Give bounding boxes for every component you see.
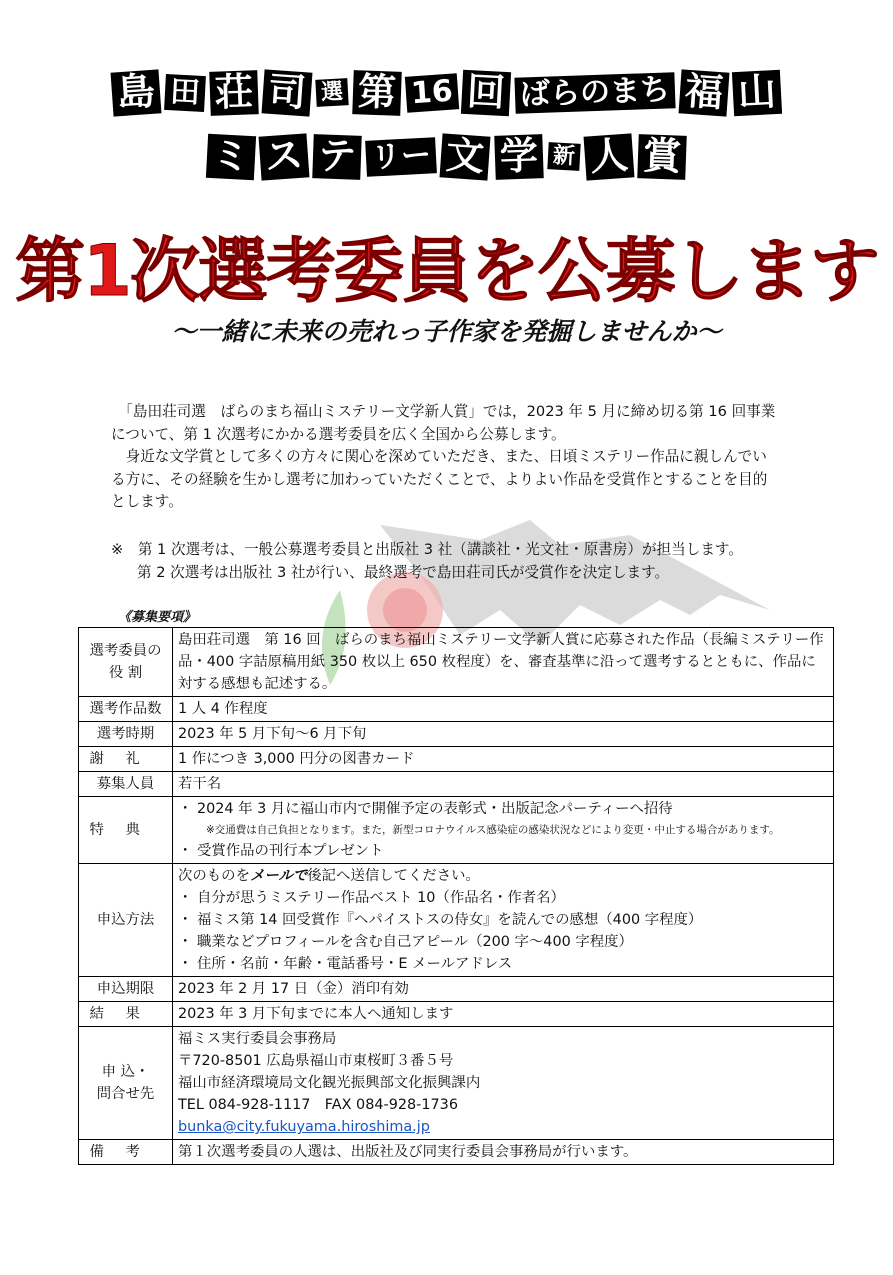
table-row [79, 747, 834, 772]
apply-item: ・ 福ミス第 14 回受賞作『ヘパイストスの侍女』を読んでの感想（400 字程度） [178, 912, 703, 928]
row-label-recruit: 募集人員 [79, 772, 173, 797]
row-value-deadline: 2023 年 2 月 17 日（金）消印有効 [173, 977, 834, 1002]
intro-paragraph-1: 「島田荘司選 ばらのまち福山ミステリー文学新人賞」では，2023 年 5 月に締め切る第 16 回事業について、第 1 次選考にかかる選考委員を広く全国から公募します。 [111, 403, 776, 443]
row-value-perks [173, 797, 834, 864]
row-label-count: 選考作品数 [79, 697, 173, 722]
title-tile: リー [366, 137, 438, 176]
apply-item: ・ 自分が思うミステリー作品ベスト 10（作品名・作者名） [178, 890, 565, 906]
table-row [79, 1027, 834, 1140]
row-value-result: 2023 年 3 月下旬までに本人へ通知します [173, 1002, 834, 1027]
contact-label-line-2: 問合せ先 [96, 1086, 155, 1102]
contact-email-link[interactable]: bunka@city.fukuyama.hiroshima.jp [178, 1119, 430, 1135]
apply-intro-emphasis: メールで [249, 868, 308, 884]
apply-item: ・ 職業などプロフィールを含む自己アピール（200 字～400 字程度） [178, 934, 633, 950]
subtitle: ～一緒に未来の売れっ子作家を発掘しませんか～ [171, 317, 722, 346]
table-row [79, 797, 834, 864]
table-row [79, 977, 834, 1002]
row-value-contact [173, 1027, 834, 1140]
title-tile: 福 [679, 69, 730, 116]
row-label-contact [79, 1027, 173, 1140]
title-tile: 山 [732, 70, 782, 116]
table-row [79, 1002, 834, 1027]
title-row-1 [0, 62, 893, 124]
title-tile: 回 [461, 70, 511, 116]
contact-org: 福ミス実行委員会事務局 [178, 1031, 337, 1047]
note-line-1: ※ 第 1 次選考は、一般公募選考委員と出版社 3 社（講談社・光文社・原書房）が担当します。 [111, 541, 743, 558]
table-row [79, 628, 834, 697]
title-tile: ス [259, 133, 310, 180]
row-label-period: 選考時期 [79, 722, 173, 747]
table-row [79, 864, 834, 977]
title-tile: 司 [261, 69, 312, 116]
row-value-reward: 1 作につき 3,000 円分の図書カード [173, 747, 834, 772]
notes [111, 538, 811, 584]
row-value-role: 島田荘司選 第 16 回 ばらのまち福山ミステリー文学新人賞に応募された作品（長編ミステリー作品・400 字詰原稿用紙 350 枚以上 650 枚程度）を、審査基準に沿って選考するとともに、作品に対する感想も記述する。 [173, 628, 834, 697]
title-row-2 [0, 126, 893, 188]
row-value-recruit: 若干名 [173, 772, 834, 797]
table-row [79, 697, 834, 722]
apply-item: ・ 住所・名前・年齢・電話番号・E メールアドレス [178, 956, 513, 972]
table-row [79, 722, 834, 747]
title-tile: 島 [110, 69, 161, 116]
row-value-apply [173, 864, 834, 977]
row-label-remarks: 備考 [79, 1140, 173, 1165]
title-tile: 学 [494, 134, 544, 180]
perk-item: ・ 受賞作品の刊行本プレゼント [178, 843, 384, 859]
table-label: 《募集要項》 [118, 610, 197, 625]
intro-text [111, 401, 779, 514]
apply-intro-post: 後記へ送信してください。 [307, 868, 480, 884]
perk-item: ・ 2024 年 3 月に福山市内で開催予定の表彰式・出版記念パーティーへ招待 [178, 801, 673, 817]
contact-label-line-1: 申 込・ [101, 1064, 150, 1080]
requirements-table [78, 627, 834, 1165]
row-label-perks: 特典 [79, 797, 173, 864]
apply-intro-pre: 次のものを [178, 868, 250, 884]
title-tile: 田 [164, 74, 206, 112]
table-row [79, 772, 834, 797]
apply-intro [178, 865, 828, 887]
headline: 第1次選考委員を公募します [15, 230, 878, 312]
title-tile: 荘 [209, 70, 259, 116]
row-label-result: 結果 [79, 1002, 173, 1027]
title-tile: 16 [404, 73, 458, 112]
row-value-remarks: 第１次選考委員の人選は、出版社及び同実行委員会事務局が行います。 [173, 1140, 834, 1165]
contact-phone: TEL 084-928-1117 FAX 084-928-1736 [178, 1097, 458, 1113]
title-tile: ミ [206, 134, 256, 180]
title-tile: 人 [583, 133, 634, 180]
row-label-apply: 申込方法 [79, 864, 173, 977]
perk-note: ※交通費は自己負担となります。また，新型コロナウイルス感染症の感染状況などにより変更・中止する場合があります。 [206, 824, 780, 836]
row-label-deadline: 申込期限 [79, 977, 173, 1002]
intro-paragraph-2: 身近な文学賞として多くの方々に関心を深めていただき、また、日頃ミステリー作品に親しんでいる方に、その経験を生かし選考に加わっていただくことで、よりよい作品を受賞作とすることを目的とします。 [111, 448, 768, 510]
table-row [79, 1140, 834, 1165]
title-tile: 新 [547, 143, 580, 172]
contact-address: 〒720-8501 広島県福山市東桜町３番５号 [178, 1053, 454, 1069]
contact-dept: 福山市経済環境局文化観光振興部文化振興課内 [178, 1075, 481, 1091]
note-line-2: 第 2 次選考は出版社 3 社が行い、最終選考で島田荘司氏が受賞作を決定します。 [137, 564, 670, 581]
row-label-role: 選考委員の 役 割 [79, 628, 173, 697]
row-label-reward: 謝礼 [79, 747, 173, 772]
title-tile: テ [313, 134, 363, 180]
title-tile: 文 [440, 133, 491, 180]
title-tile: 選 [315, 79, 348, 108]
row-value-count: 1 人 4 作程度 [173, 697, 834, 722]
title-tile: 賞 [637, 134, 687, 180]
title-tile: ばらのまち [515, 72, 676, 113]
title-tile: 第 [352, 70, 402, 116]
row-value-period: 2023 年 5 月下旬～6 月下旬 [173, 722, 834, 747]
